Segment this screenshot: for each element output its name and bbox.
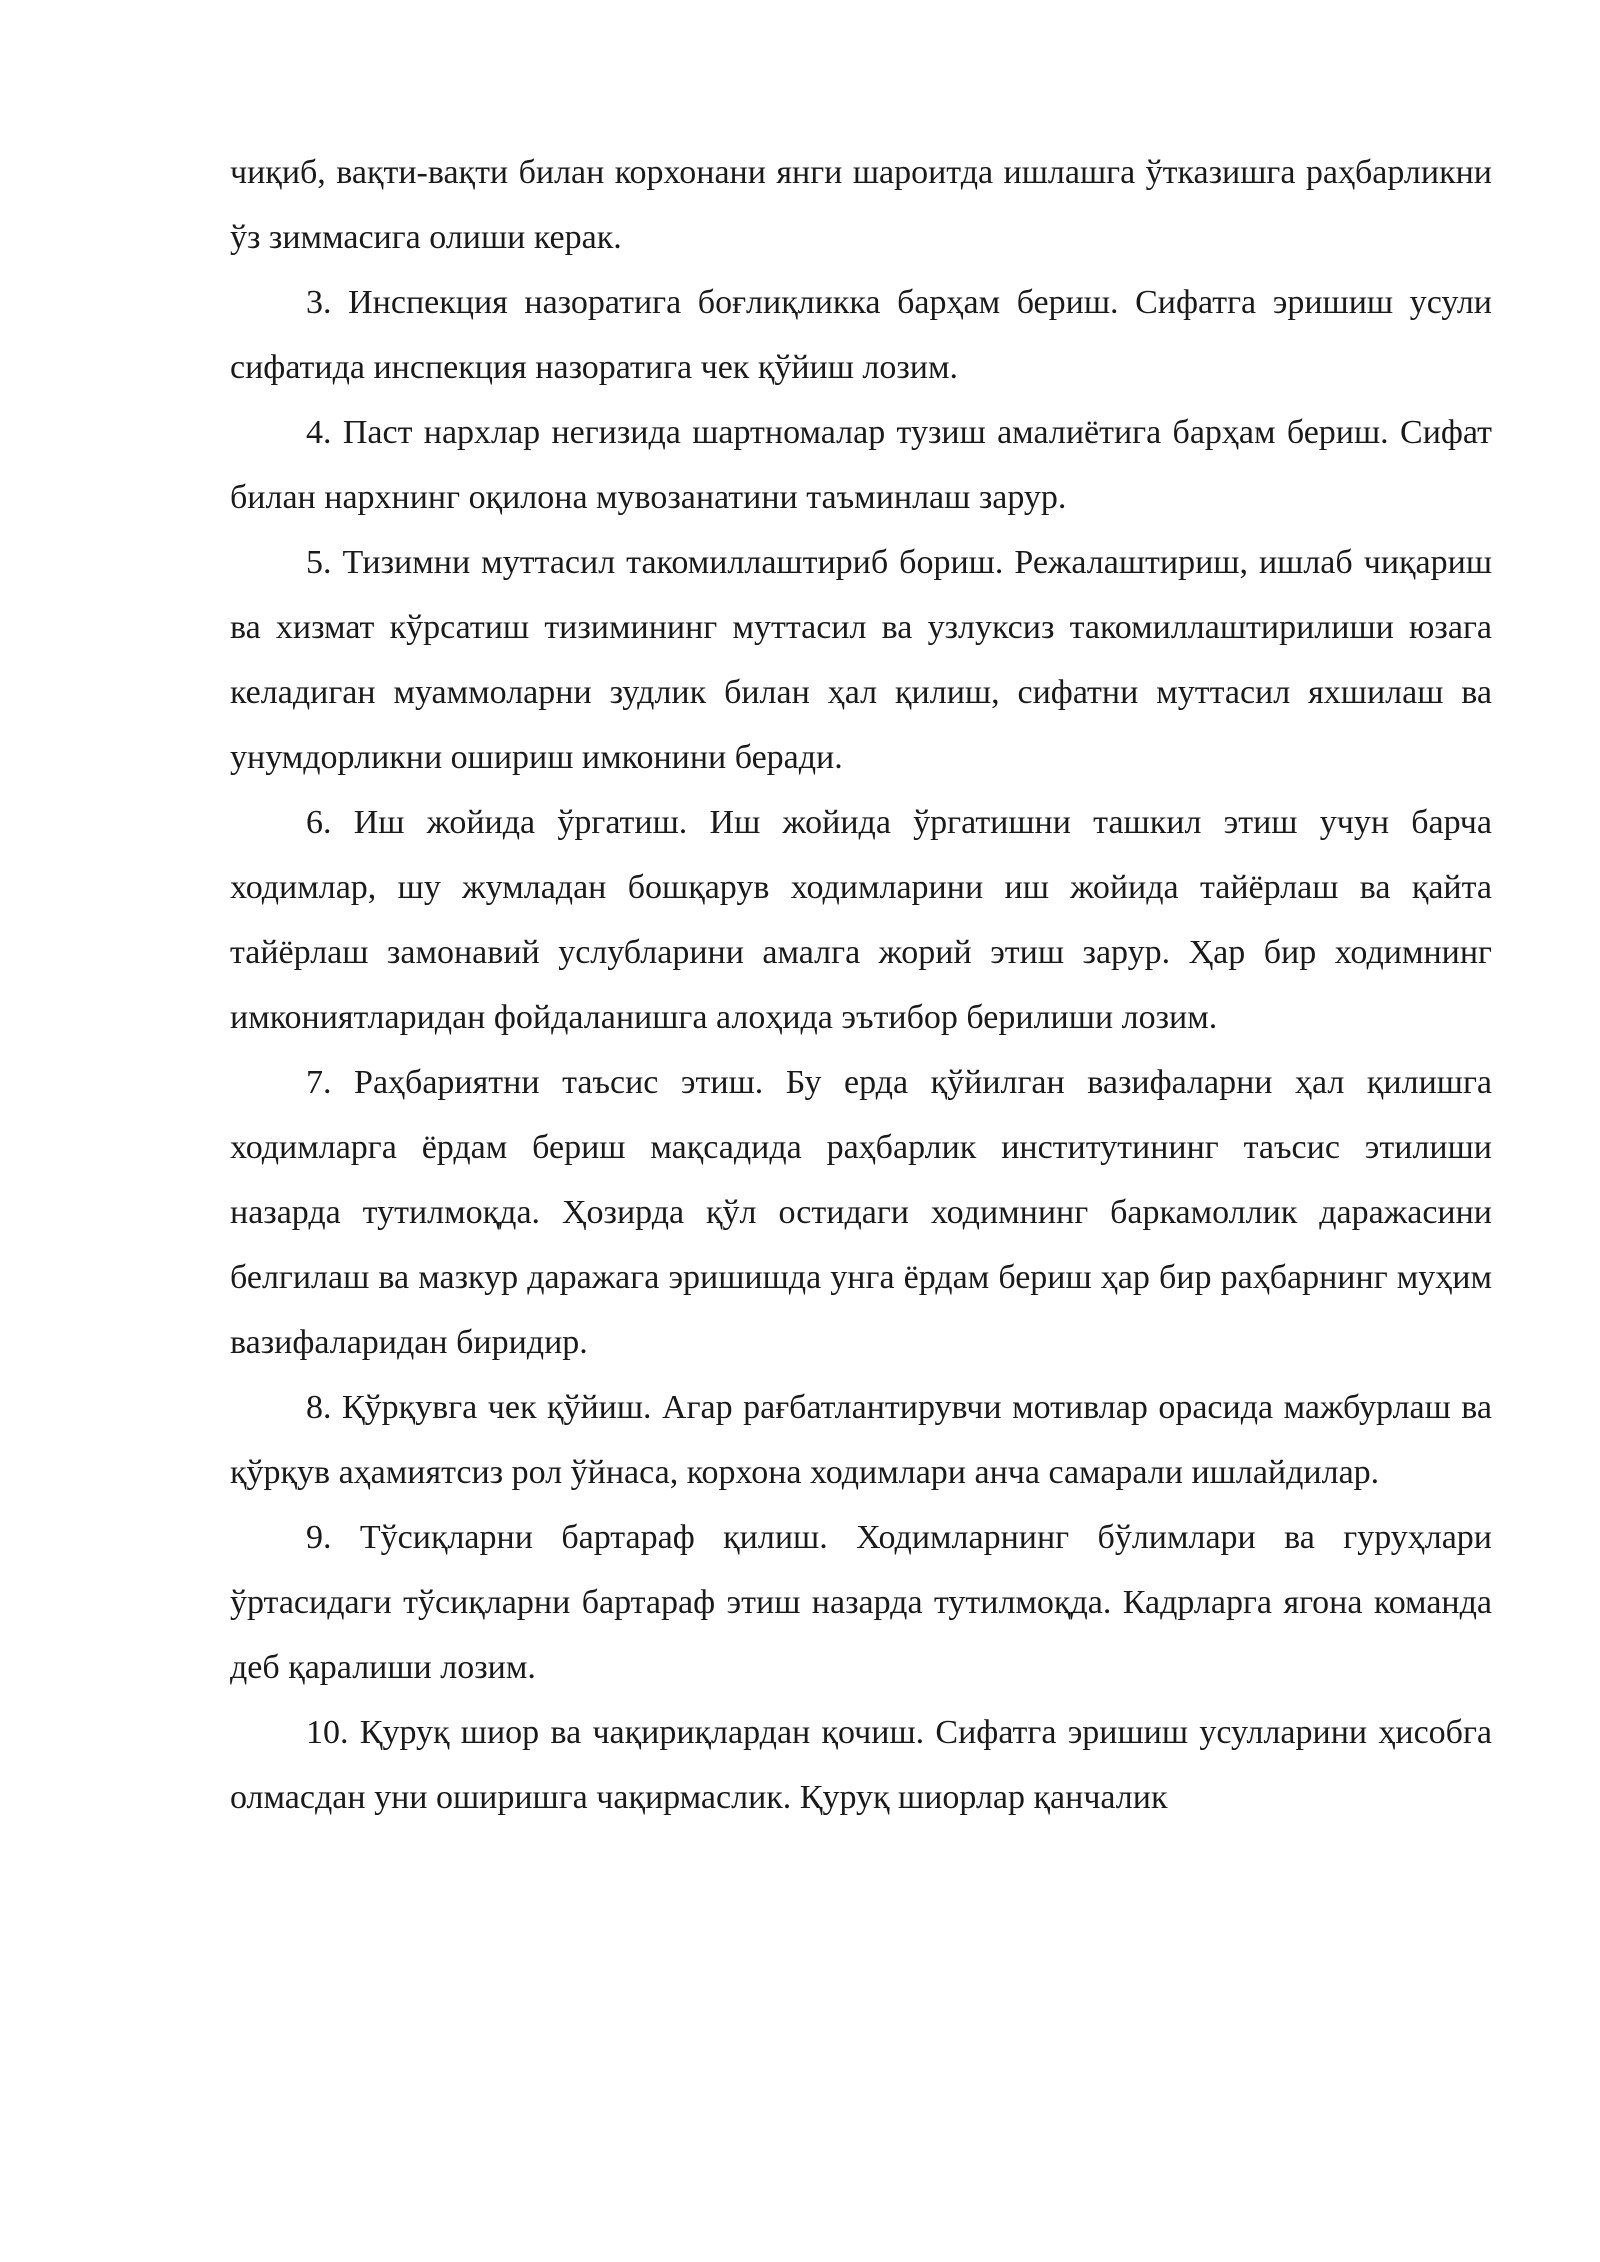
paragraph-item-9: 9. Тўсиқларни бартараф қилиш. Ходимларнинг бўлимлари ва гуруҳлари ўртасидаги тўсиқларни бартараф этиш назарда тутилмоқда. Кадрларга ягона команда деб қаралиши лозим. [230,1519,1492,1686]
paragraph-item-7: 7. Раҳбариятни таъсис этиш. Бу ерда қўйилган вазифаларни ҳал қилишга ходимларга ёрдам бериш мақсадида раҳбарлик институтининг таъсис этилиши назарда тутилмоқда. Ҳозирда қўл остидаги ходимнинг баркамоллик даражасини белгилаш ва мазкур даражага эришишда унга ёрдам бериш ҳар бир раҳбарнинг муҳим вазифаларидан биридир. [230,1064,1492,1361]
paragraph-item-6: 6. Иш жойида ўргатиш. Иш жойида ўргатишни ташкил этиш учун барча ходимлар, шу жумладан бошқарув ходимларини иш жойида тайёрлаш ва қайта тайёрлаш замонавий услубларини амалга жорий этиш зарур. Ҳар бир ходимнинг имкониятларидан фойдаланишга алоҳида эътибор берилиши лозим. [230,804,1492,1036]
document-page [230,140,1492,1830]
paragraph-item-3: 3. Инспекция назоратига боғлиқликка барҳам бериш. Сифатга эришиш усули сифатида инспекция назоратига чек қўйиш лозим. [230,284,1492,386]
paragraph-item-10: 10. Қуруқ шиор ва чақириқлардан қочиш. Сифатга эришиш усулларини ҳисобга олмасдан уни оширишга чақирмаслик. Қуруқ шиорлар қанчалик [230,1714,1492,1816]
paragraph-item-4: 4. Паст нархлар негизида шартномалар тузиш амалиётига барҳам бериш. Сифат билан нархнинг оқилона мувозанатини таъминлаш зарур. [230,414,1492,516]
paragraph-item-8: 8. Қўрқувга чек қўйиш. Агар рағбатлантирувчи мотивлар орасида мажбурлаш ва қўрқув аҳамиятсиз рол ўйнаса, корхона ходимлари анча самарали ишлайдилар. [230,1389,1492,1491]
paragraph-item-5: 5. Тизимни муттасил такомиллаштириб бориш. Режалаштириш, ишлаб чиқариш ва хизмат кўрсатиш тизимининг муттасил ва узлуксиз такомиллаштирилиши юзага келадиган муаммоларни зудлик билан ҳал қилиш, сифатни муттасил яхшилаш ва унумдорликни ошириш имконини беради. [230,544,1492,776]
paragraph-continued: чиқиб, вақти-вақти билан корхонани янги шароитда ишлашга ўтказишга раҳбарликни ўз зиммасига олиши керак. [230,154,1492,256]
